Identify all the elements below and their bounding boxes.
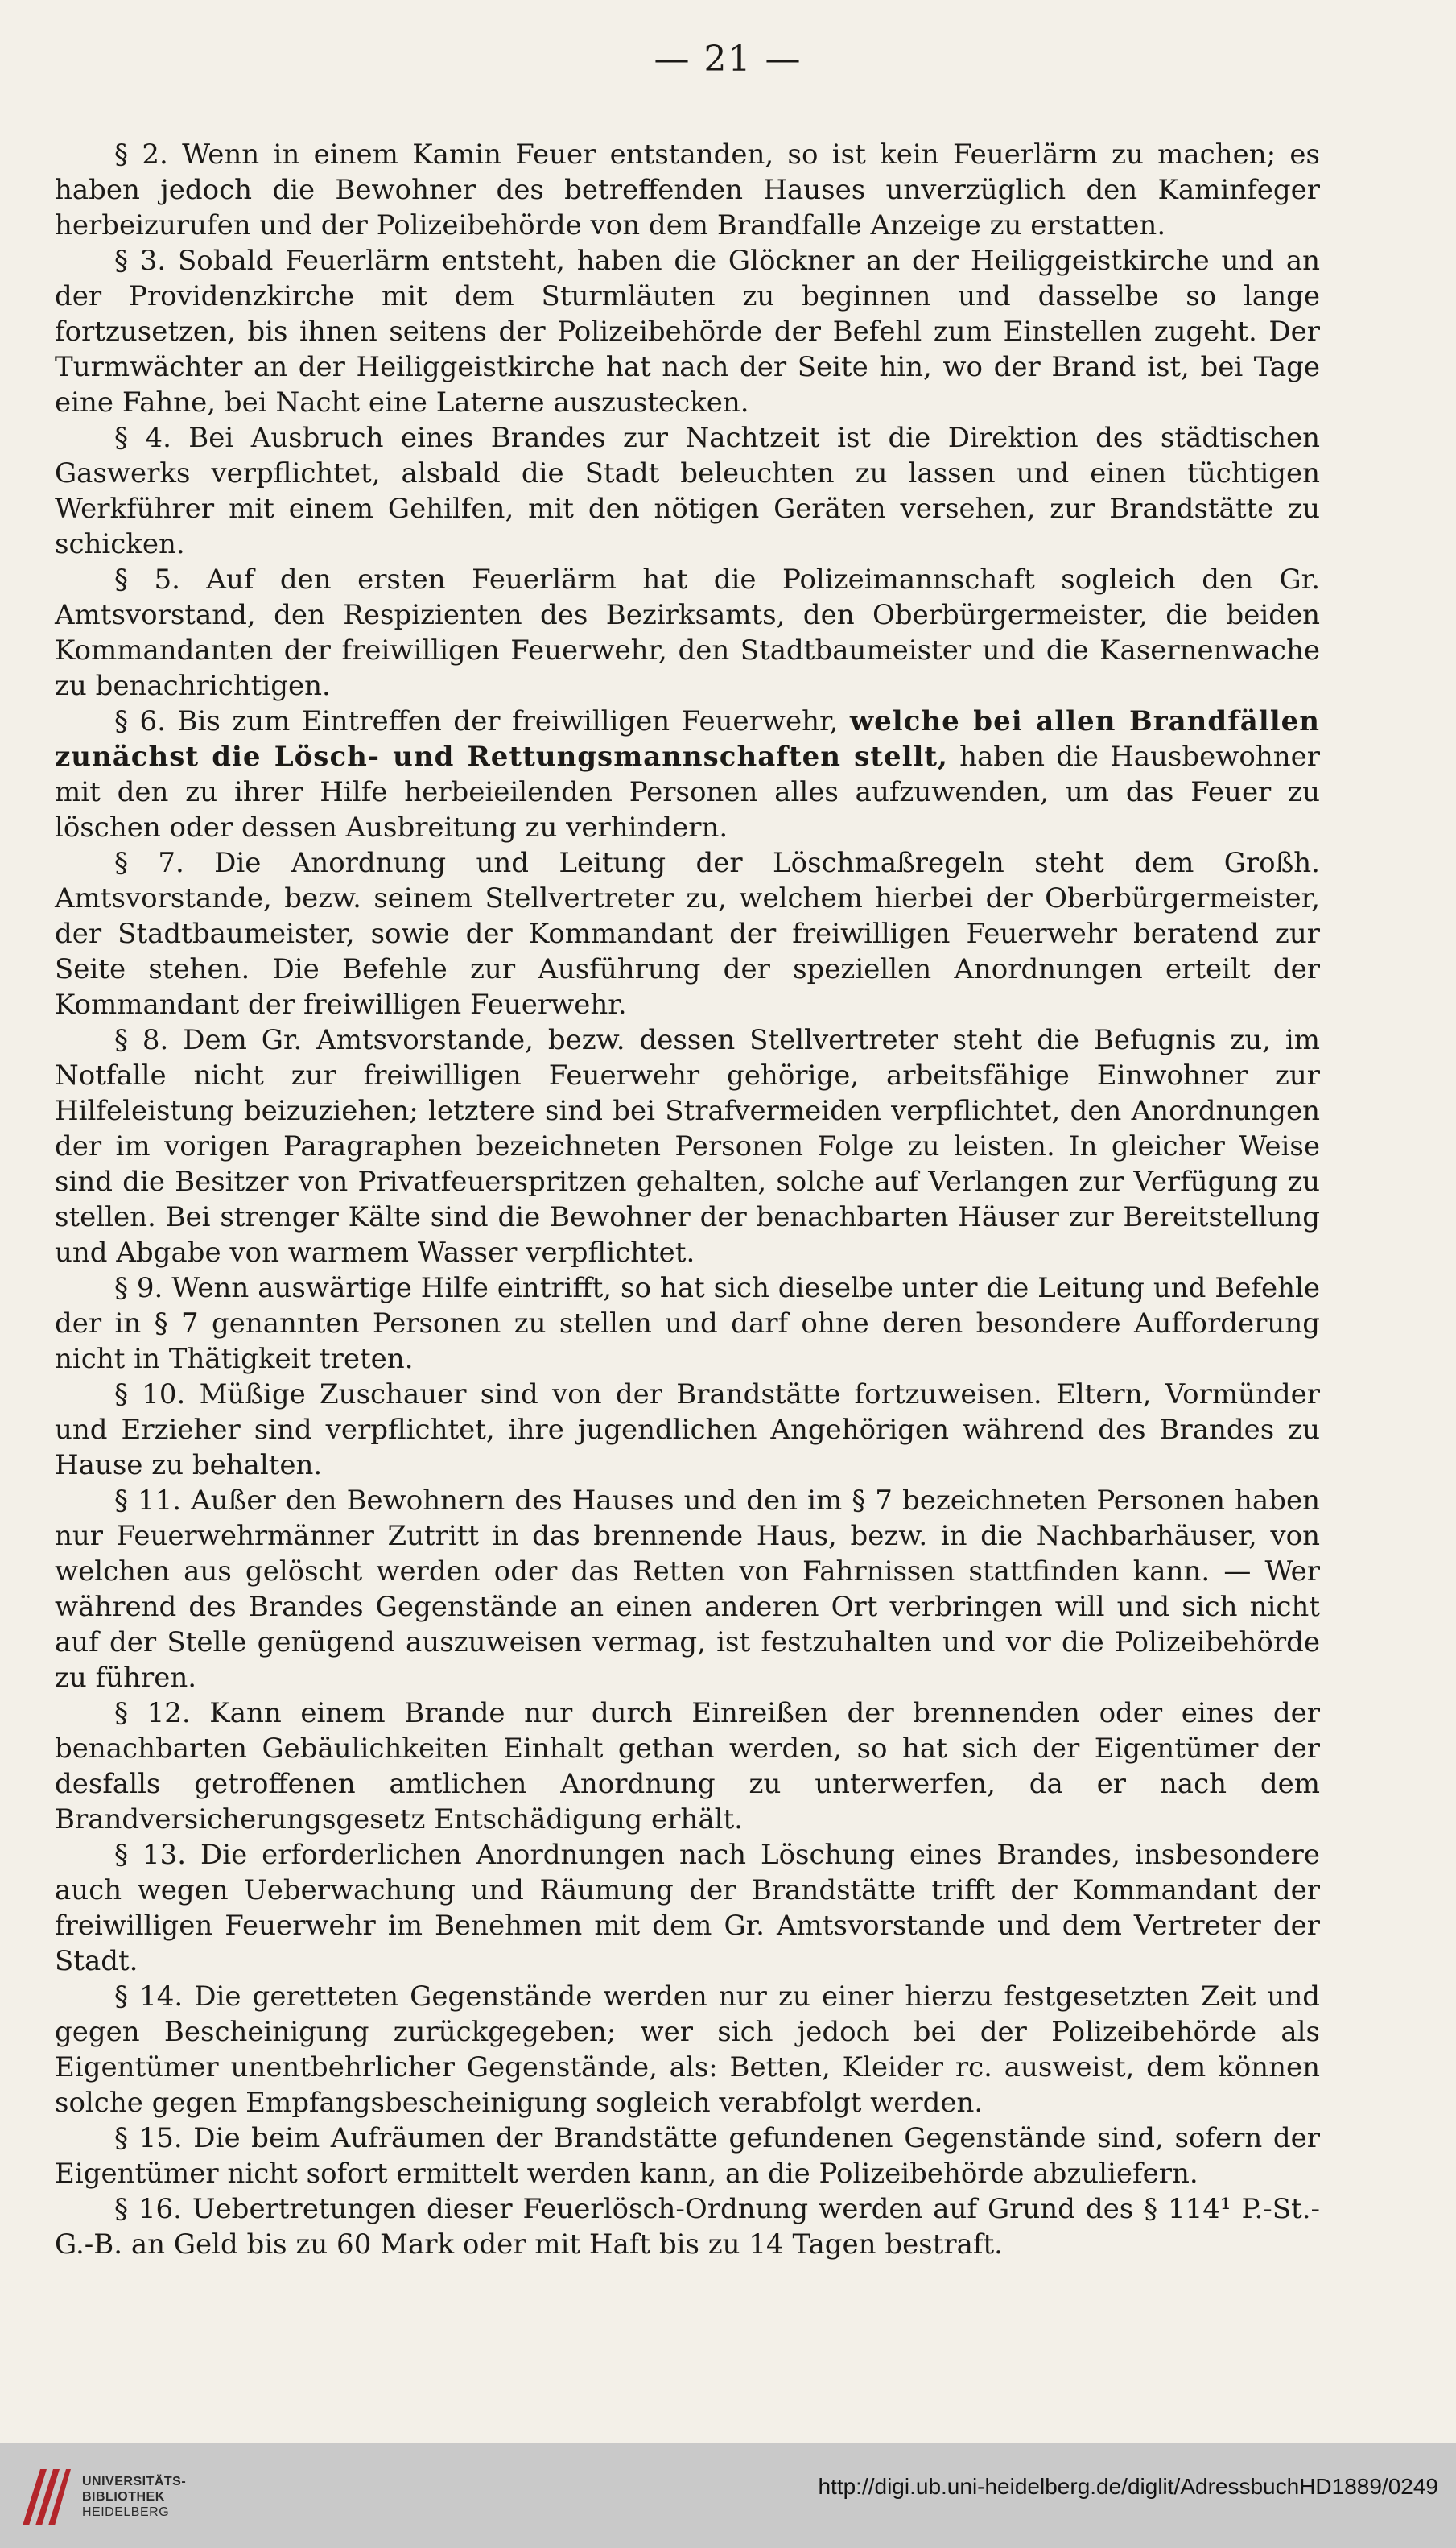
paragraph-6-post: haben die Hausbewohner mit den zu ihrer Hilfe herbeieilenden Personen alles aufzuwenden, um das Feuer zu löschen oder dessen Ausbreitung zu verhindern. <box>55 741 1320 844</box>
university-library-logo-icon <box>16 2461 72 2534</box>
page-number: — 21 — <box>654 39 802 80</box>
paragraph-10: § 10. Müßige Zuschauer sind von der Brandstätte fortzuweisen. Eltern, Vormünder und Erzieher sind verpflichtet, ihre jugendlichen Angehörigen während des Brandes zu Hause zu behalten. <box>55 1378 1320 1481</box>
paragraph-11: § 11. Außer den Bewohnern des Hauses und den im § 7 bezeichneten Personen haben nur Feuerwehrmänner Zutritt in das brennende Haus, bezw. in die Nachbarhäuser, von welchen aus gelöscht werden oder das Retten von Fahrnissen stattfinden kann. — Wer während des Brandes Gegenstände an einen anderen Ort verbringen will und sich nicht auf der Stelle genügend auszuweisen vermag, ist festzuhalten und vor die Polizeibehörde zu führen. <box>55 1485 1320 1694</box>
paragraph-13: § 13. Die erforderlichen Anordnungen nach Löschung eines Brandes, insbesondere auch wegen Ueberwachung und Räumung der Brandstätte trifft der Kommandant der freiwilligen Feuerwehr im Benehmen mit dem Gr. Amtsvorstande und dem Vertreter der Stadt. <box>55 1839 1320 1977</box>
footer-bar <box>0 2443 1456 2548</box>
paragraph-2: § 2. Wenn in einem Kamin Feuer entstanden, so ist kein Feuerlärm zu machen; es haben jedoch die Bewohner des betreffenden Hauses unverzüglich den Kaminfeger herbeizurufen und der Polizeibehörde von dem Brandfalle Anzeige zu erstatten. <box>55 138 1320 242</box>
library-name-line1: UNIVERSITÄTS- <box>82 2475 187 2488</box>
paragraph-6-pre: § 6. Bis zum Eintreffen der freiwilligen Feuerwehr, <box>114 705 850 737</box>
paragraph-6-emphasis: welche bei allen Brandfällen zunächst die Lösch- und Rettungsmannschaften stellt, <box>55 705 1320 773</box>
paragraph-4: § 4. Bei Ausbruch eines Brandes zur Nachtzeit ist die Direktion des städtischen Gaswerks verpflichtet, alsbald die Stadt beleuchten zu lassen und einen tüchtigen Werkführer mit einem Gehilfen, mit den nötigen Geräten versehen, zur Brandstätte zu schicken. <box>55 422 1320 560</box>
paragraph-8: § 8. Dem Gr. Amtsvorstande, bezw. dessen Stellvertreter steht die Befugnis zu, im Notfalle nicht zur freiwilligen Feuerwehr gehörige, arbeitsfähige Einwohner zur Hilfeleistung beizuziehen; letztere sind bei Strafvermeiden verpflichtet, den Anordnungen der im vorigen Paragraphen bezeichneten Personen Folge zu leisten. In gleicher Weise sind die Besitzer von Privatfeuerspritzen gehalten, solche auf Verlangen zur Verfügung zu stellen. Bei strenger Kälte sind die Bewohner der benachbarten Häuser zur Bereitstellung und Abgabe von warmem Wasser verpflichtet. <box>55 1024 1320 1269</box>
source-url-link[interactable]: http://digi.ub.uni-heidelberg.de/diglit/AdressbuchHD1889/0249 <box>818 2474 1438 2499</box>
paragraph-14: § 14. Die geretteten Gegenstände werden nur zu einer hierzu festgesetzten Zeit und gegen Bescheinigung zurückgegeben; wer sich jedoch bei der Polizeibehörde als Eigentümer unentbehrlicher Gegenstände, als: Betten, Kleider rc. ausweist, dem können solche gegen Empfangsbescheinigung sogleich verabfolgt werden. <box>55 1980 1320 2119</box>
paragraph-15: § 15. Die beim Aufräumen der Brandstätte gefundenen Gegenstände sind, sofern der Eigentümer nicht sofort ermittelt werden kann, an die Polizeibehörde abzuliefern. <box>55 2122 1320 2190</box>
library-name-line3: HEIDELBERG <box>82 2505 170 2519</box>
paragraph-9: § 9. Wenn auswärtige Hilfe eintrifft, so hat sich dieselbe unter die Leitung und Befehle der in § 7 genannten Personen zu stellen und darf ohne deren besondere Aufforderung nicht in Thätigkeit treten. <box>55 1272 1320 1375</box>
library-name-line2: BIBLIOTHEK <box>82 2490 165 2504</box>
library-name <box>82 2474 186 2520</box>
ordinance-text <box>55 137 1320 2262</box>
paragraph-3: § 3. Sobald Feuerlärm entsteht, haben die Glöckner an der Heiliggeistkirche und an der Providenzkirche mit dem Sturmläuten zu beginnen und dasselbe so lange fortzusetzen, bis ihnen seitens der Polizeibehörde der Befehl zum Einstellen zugeht. Der Turmwächter an der Heiliggeistkirche hat nach der Seite hin, wo der Brand ist, bei Tage eine Fahne, bei Nacht eine Laterne auszustecken. <box>55 245 1320 419</box>
paragraph-5: § 5. Auf den ersten Feuerlärm hat die Polizeimannschaft sogleich den Gr. Amtsvorstand, den Respizienten des Bezirksamts, den Oberbürgermeister, die beiden Kommandanten der freiwilligen Feuerwehr, den Stadtbaumeister und die Kasernenwache zu benachrichtigen. <box>55 564 1320 702</box>
paragraph-6 <box>55 704 1320 845</box>
paragraph-12: § 12. Kann einem Brande nur durch Einreißen der brennenden oder eines der benachbarten Gebäulichkeiten Einhalt gethan werden, so hat sich der Eigentümer der desfalls getroffenen amtlichen Anordnung zu unterwerfen, da er nach dem Brandversicherungsgesetz Entschädigung erhält. <box>55 1697 1320 1836</box>
paragraph-7: § 7. Die Anordnung und Leitung der Löschmaßregeln steht dem Großh. Amtsvorstande, bezw. seinem Stellvertreter zu, welchem hierbei der Oberbürgermeister, der Stadtbaumeister, sowie der Kommandant der freiwilligen Feuerwehr beratend zur Seite stehen. Die Befehle zur Ausführung der speziellen Anordnungen erteilt der Kommandant der freiwilligen Feuerwehr. <box>55 847 1320 1021</box>
paragraph-16: § 16. Uebertretungen dieser Feuerlösch-Ordnung werden auf Grund des § 114¹ P.-St.-G.-B. an Geld bis zu 60 Mark oder mit Haft bis zu 14 Tagen bestraft. <box>55 2193 1320 2261</box>
